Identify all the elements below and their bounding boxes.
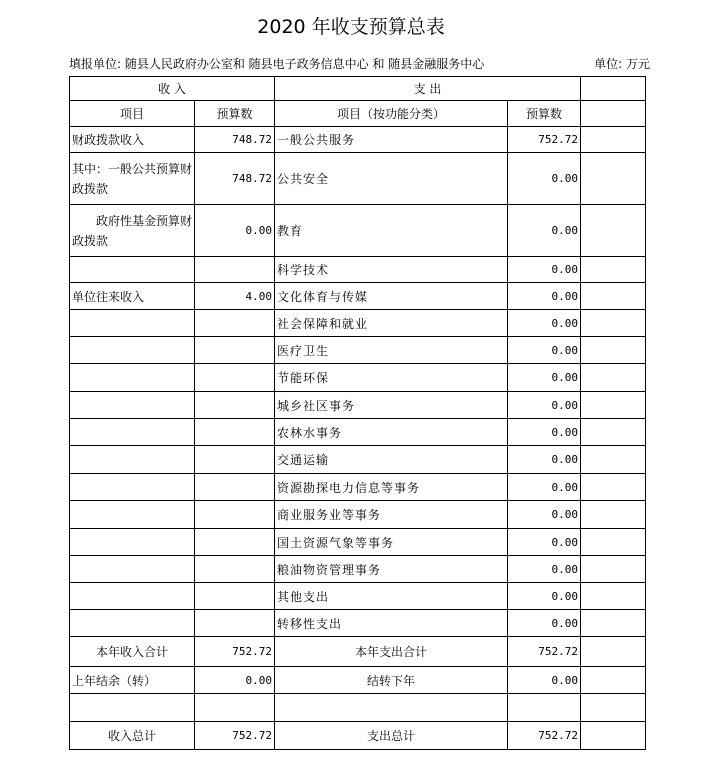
income-amount-cell — [195, 419, 275, 446]
expense-amount-cell: 0.00 — [508, 529, 581, 556]
income-amount-cell — [195, 501, 275, 529]
expense-item-cell: 农林水事务 — [275, 419, 508, 446]
table-row — [70, 583, 646, 610]
section-header-row — [70, 77, 646, 101]
table-row — [70, 392, 646, 419]
income-amount-cell — [195, 583, 275, 610]
expense-item-cell: 节能环保 — [275, 364, 508, 392]
expense-item-cell: 转移性支出 — [275, 610, 508, 637]
expense-item-cell: 科学技术 — [275, 257, 508, 283]
empty-cell — [581, 101, 646, 127]
expense-item-header: 项目（按功能分类） — [275, 101, 508, 127]
empty-cell — [581, 337, 646, 364]
income-item-cell: 政府性基金预算财政拨款 — [70, 205, 195, 257]
expense-item-cell: 资源勘探电力信息等事务 — [275, 474, 508, 501]
income-amount-cell: 748.72 — [195, 127, 275, 153]
expense-item-cell: 交通运输 — [275, 446, 508, 474]
income-amount-cell: 748.72 — [195, 153, 275, 205]
table-row — [70, 337, 646, 364]
expense-item-cell: 其他支出 — [275, 583, 508, 610]
expense-amount-header: 预算数 — [508, 101, 581, 127]
income-total-value: 752.72 — [195, 722, 275, 750]
grand-total-row — [70, 722, 646, 750]
empty-cell — [581, 205, 646, 257]
income-item-cell — [70, 419, 195, 446]
expense-amount-cell: 0.00 — [508, 205, 581, 257]
budget-table — [69, 76, 646, 750]
expense-amount-cell: 0.00 — [508, 610, 581, 637]
expense-amount-cell: 0.00 — [508, 310, 581, 337]
expense-amount-cell: 0.00 — [508, 337, 581, 364]
income-item-cell — [70, 556, 195, 583]
table-row — [70, 283, 646, 310]
expense-amount-cell: 0.00 — [508, 392, 581, 419]
income-amount-cell — [195, 257, 275, 283]
expense-amount-cell: 0.00 — [508, 583, 581, 610]
expense-amount-cell: 0.00 — [508, 501, 581, 529]
carry-forward-label: 结转下年 — [275, 667, 508, 694]
income-amount-cell — [195, 446, 275, 474]
empty-cell — [581, 419, 646, 446]
prev-balance-value: 0.00 — [195, 667, 275, 694]
expense-amount-cell: 0.00 — [508, 419, 581, 446]
income-amount-cell — [195, 310, 275, 337]
year-expense-label: 本年支出合计 — [275, 637, 508, 667]
income-item-cell — [70, 446, 195, 474]
empty-cell — [581, 392, 646, 419]
income-item-cell — [70, 610, 195, 637]
expense-amount-cell: 0.00 — [508, 283, 581, 310]
expense-item-cell: 文化体育与传媒 — [275, 283, 508, 310]
expense-amount-cell: 752.72 — [508, 127, 581, 153]
empty-cell — [581, 583, 646, 610]
income-amount-cell: 4.00 — [195, 283, 275, 310]
expense-amount-cell: 0.00 — [508, 364, 581, 392]
table-row — [70, 153, 646, 205]
income-amount-cell — [195, 529, 275, 556]
income-item-cell — [70, 501, 195, 529]
expense-item-cell: 社会保障和就业 — [275, 310, 508, 337]
expense-total-value: 752.72 — [508, 722, 581, 750]
expense-item-cell: 公共安全 — [275, 153, 508, 205]
empty-cell — [581, 610, 646, 637]
income-amount-cell: 0.00 — [195, 205, 275, 257]
table-row — [70, 257, 646, 283]
carry-forward-value: 0.00 — [508, 667, 581, 694]
expense-item-cell: 商业服务业等事务 — [275, 501, 508, 529]
table-row — [70, 610, 646, 637]
expense-amount-cell: 0.00 — [508, 556, 581, 583]
income-section-header: 收 入 — [70, 77, 275, 101]
income-item-cell — [70, 310, 195, 337]
empty-cell — [581, 722, 646, 750]
expense-section-header: 支 出 — [275, 77, 581, 101]
empty-cell — [70, 694, 195, 722]
expense-total-label: 支出总计 — [275, 722, 508, 750]
expense-item-cell: 医疗卫生 — [275, 337, 508, 364]
table-row — [70, 529, 646, 556]
expense-amount-cell: 0.00 — [508, 153, 581, 205]
table-row — [70, 474, 646, 501]
table-row — [70, 446, 646, 474]
income-amount-cell — [195, 364, 275, 392]
income-amount-cell — [195, 556, 275, 583]
empty-cell — [581, 501, 646, 529]
empty-cell — [581, 529, 646, 556]
year-total-row — [70, 637, 646, 667]
empty-cell — [581, 556, 646, 583]
table-row — [70, 127, 646, 153]
income-item-cell — [70, 474, 195, 501]
income-item-cell — [70, 392, 195, 419]
empty-cell — [581, 310, 646, 337]
empty-cell — [581, 364, 646, 392]
table-row — [70, 419, 646, 446]
empty-cell — [581, 667, 646, 694]
currency-unit: 单位: 万元 — [594, 57, 650, 71]
expense-item-cell: 一般公共服务 — [275, 127, 508, 153]
income-item-cell: 其中：一般公共预算财政拨款 — [70, 153, 195, 205]
table-row — [70, 501, 646, 529]
balance-row — [70, 667, 646, 694]
income-amount-header: 预算数 — [195, 101, 275, 127]
income-total-label: 收入总计 — [70, 722, 195, 750]
expense-item-cell: 国土资源气象等事务 — [275, 529, 508, 556]
income-item-cell — [70, 364, 195, 392]
income-amount-cell — [195, 474, 275, 501]
empty-cell — [508, 694, 581, 722]
empty-cell — [581, 446, 646, 474]
expense-item-cell: 城乡社区事务 — [275, 392, 508, 419]
empty-cell — [581, 257, 646, 283]
table-row — [70, 205, 646, 257]
income-item-cell: 财政拨款收入 — [70, 127, 195, 153]
empty-cell — [195, 694, 275, 722]
prev-balance-label: 上年结余（转） — [70, 667, 195, 694]
expense-amount-cell: 0.00 — [508, 257, 581, 283]
year-income-label: 本年收入合计 — [70, 637, 195, 667]
expense-item-cell: 教育 — [275, 205, 508, 257]
income-item-cell: 单位往来收入 — [70, 283, 195, 310]
income-item-cell — [70, 337, 195, 364]
table-row — [70, 556, 646, 583]
table-row — [70, 310, 646, 337]
income-amount-cell — [195, 610, 275, 637]
empty-cell — [581, 474, 646, 501]
column-header-row — [70, 101, 646, 127]
empty-cell — [581, 283, 646, 310]
empty-cell — [581, 694, 646, 722]
income-amount-cell — [195, 392, 275, 419]
year-income-value: 752.72 — [195, 637, 275, 667]
income-item-cell — [70, 529, 195, 556]
income-item-cell — [70, 257, 195, 283]
table-row — [70, 364, 646, 392]
empty-cell — [581, 127, 646, 153]
spacer-row — [70, 694, 646, 722]
filling-unit: 填报单位: 随县人民政府办公室和 随县电子政务信息中心 和 随县金融服务中心 — [69, 57, 485, 71]
expense-amount-cell: 0.00 — [508, 474, 581, 501]
empty-cell — [581, 637, 646, 667]
expense-amount-cell: 0.00 — [508, 446, 581, 474]
income-item-cell — [70, 583, 195, 610]
income-amount-cell — [195, 337, 275, 364]
income-item-header: 项目 — [70, 101, 195, 127]
year-expense-value: 752.72 — [508, 637, 581, 667]
empty-cell — [581, 77, 646, 101]
empty-cell — [581, 153, 646, 205]
page-title: 2020 年收支预算总表 — [257, 16, 445, 38]
expense-item-cell: 粮油物资管理事务 — [275, 556, 508, 583]
empty-cell — [275, 694, 508, 722]
